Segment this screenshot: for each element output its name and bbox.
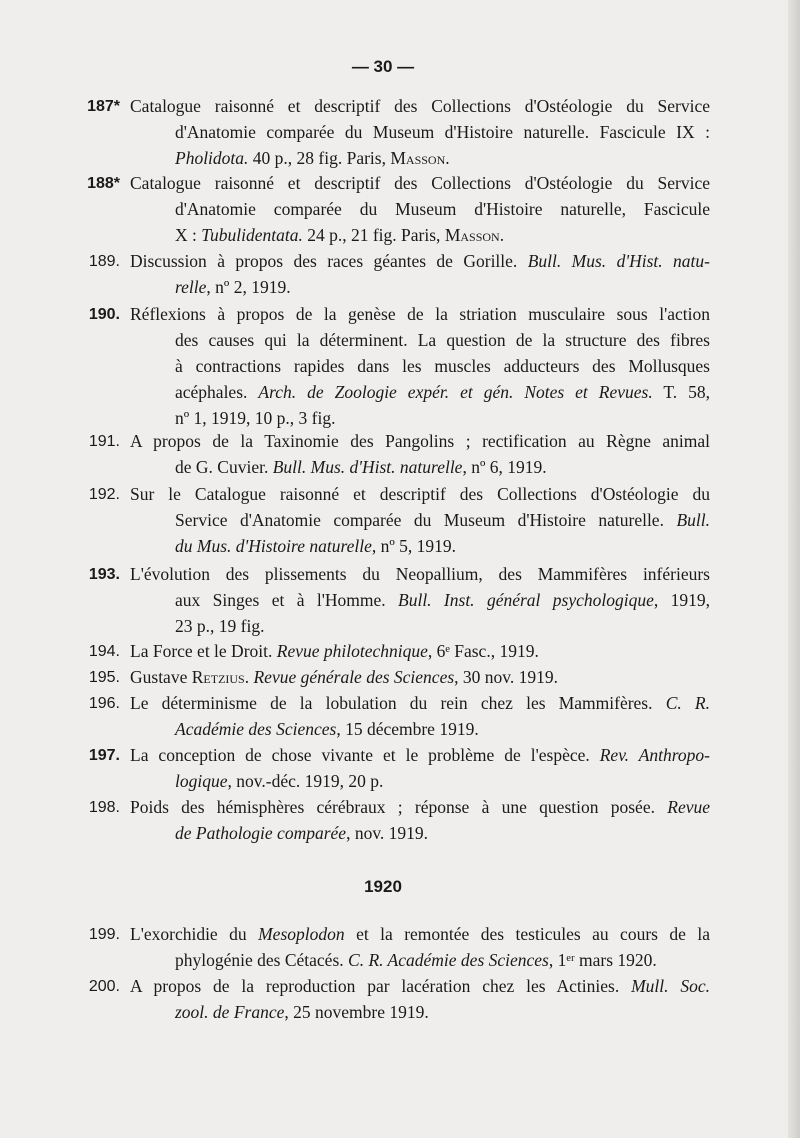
entry-number: 194. (88, 643, 120, 660)
text-segment: , 1919, (653, 590, 711, 610)
text-segment: , 1ᵉʳ mars 1920. (548, 950, 657, 970)
entry-line (175, 1001, 429, 1024)
entry-number: 196. (88, 695, 120, 712)
entry-line (130, 692, 710, 715)
text-segment: Service d'Anatomie comparée du Museum d'Histoire naturelle. (175, 510, 677, 530)
italic-segment: Tubulidentata. (201, 225, 303, 245)
entry-number: 187* (87, 98, 120, 115)
entry-number: 195. (88, 669, 120, 686)
italic-segment: Rev. Anthropo- (599, 745, 710, 765)
entry-line (130, 483, 710, 506)
entry-line (130, 95, 710, 118)
italic-segment: Pholidota. (175, 148, 249, 168)
text-segment: à contractions rapides dans les muscles adducteurs des Mollusques (175, 356, 710, 376)
small-caps-segment: Masson (390, 148, 446, 168)
entry-line (130, 640, 539, 663)
text-segment: Catalogue raisonné et descriptif des Collections d'Ostéologie du Service (130, 96, 710, 116)
entry-line (130, 744, 710, 767)
entry-line (175, 949, 657, 972)
entry-line (175, 770, 383, 793)
entry-number: 191. (88, 433, 120, 450)
text-segment: 40 p., 28 fig. Paris, (248, 148, 391, 168)
italic-segment: C. R. Académie des Sciences (348, 950, 549, 970)
italic-segment: Arch. de Zoologie expér. et gén. Notes et Revues. (258, 382, 653, 402)
italic-segment: Bull. (676, 510, 710, 530)
italic-segment: logique (175, 771, 228, 791)
text-segment: Réflexions à propos de la genèse de la striation musculaire sous l'action (130, 304, 710, 324)
entry-line (175, 329, 710, 352)
text-segment: . (499, 225, 505, 245)
entry-line (175, 822, 428, 845)
text-segment: d'Anatomie comparée du Museum d'Histoire naturelle, Fascicule (175, 199, 710, 219)
entry-line (130, 303, 710, 326)
text-segment: T. 58, (652, 382, 710, 402)
entry-line (175, 355, 710, 378)
italic-segment: Académie des Sciences (175, 719, 337, 739)
entry-line (130, 563, 710, 586)
text-segment: , nov.-déc. 1919, 20 p. (227, 771, 384, 791)
entry-number: 197. (88, 747, 120, 764)
italic-segment: Revue (667, 797, 710, 817)
entry-line (175, 224, 504, 247)
entry-number: 192. (88, 486, 120, 503)
text-segment: phylogénie des Cétacés. (175, 950, 349, 970)
italic-segment: zool. de France (175, 1002, 285, 1022)
entry-line (175, 509, 710, 532)
italic-segment: Revue générale des Sciences (253, 667, 455, 687)
text-segment: Catalogue raisonné et descriptif des Collections d'Ostéologie du Service (130, 173, 710, 193)
italic-segment: Bull. Inst. général psychologique (398, 590, 654, 610)
text-segment: . (445, 148, 450, 168)
text-segment: acéphales. (175, 382, 259, 402)
small-caps-segment: Retzius (191, 667, 245, 687)
entry-line (175, 589, 710, 612)
text-segment: Sur le Catalogue raisonné et descriptif des Collections d'Ostéologie du (130, 484, 710, 504)
italic-segment: Mesoplodon (258, 924, 345, 944)
text-segment: , 15 décembre 1919. (336, 719, 479, 739)
entry-line (175, 276, 291, 299)
entry-line (175, 615, 264, 638)
text-segment: , nº 2, 1919. (206, 277, 291, 297)
text-segment: La conception de chose vivante et le problème de l'espèce. (130, 745, 600, 765)
text-segment: L'évolution des plissements du Neopallium, des Mammifères inférieurs (130, 564, 710, 584)
text-segment: L'exorchidie du (130, 924, 259, 944)
entry-line (130, 172, 710, 195)
text-segment: La Force et le Droit. (130, 641, 277, 661)
entry-line (175, 147, 450, 170)
text-segment: A propos de la Taxinomie des Pangolins ; rectification au Règne animal (130, 431, 710, 451)
entry-line (130, 923, 710, 946)
entry-number: 199. (88, 926, 120, 943)
italic-segment: C. R. (665, 693, 710, 713)
text-segment: X : (175, 225, 202, 245)
page-edge-shadow (788, 0, 800, 1138)
text-segment: 24 p., 21 fig. Paris, (302, 225, 445, 245)
entry-number: 200. (88, 978, 120, 995)
text-segment: nº 1, 1919, 10 p., 3 fig. (175, 408, 336, 428)
entry-line (175, 535, 456, 558)
small-caps-segment: Masson (444, 225, 500, 245)
italic-segment: Bull. Mus. d'Hist. naturelle (272, 457, 463, 477)
text-segment: et la remontée des testicules au cours de la (344, 924, 710, 944)
text-segment: , nov. 1919. (346, 823, 429, 843)
text-segment: Poids des hémisphères cérébraux ; réponse à une question posée. (130, 797, 668, 817)
entry-line (130, 796, 710, 819)
entry-line (130, 975, 710, 998)
entry-line (130, 666, 558, 689)
italic-segment: Mull. Soc. (631, 976, 710, 996)
entry-line (175, 198, 710, 221)
text-segment: de G. Cuvier. (175, 457, 273, 477)
text-segment: , 30 nov. 1919. (454, 667, 559, 687)
text-segment: 23 p., 19 fig. (175, 616, 265, 636)
italic-segment: Bull. Mus. d'Hist. natu- (527, 251, 710, 271)
page-number: — 30 — (351, 57, 415, 76)
italic-segment: relle (175, 277, 207, 297)
entry-number: 193. (88, 566, 120, 583)
entry-line (175, 121, 710, 144)
italic-segment: Revue philotechnique (276, 641, 428, 661)
text-segment: aux Singes et à l'Homme. (175, 590, 399, 610)
text-segment: , nº 5, 1919. (371, 536, 457, 556)
text-segment: Gustave (130, 667, 192, 687)
text-segment: des causes qui la déterminent. La question de la structure des fibres (175, 330, 710, 350)
text-segment: , nº 6, 1919. (462, 457, 547, 477)
text-segment: Discussion à propos des races géantes de Gorille. (130, 251, 528, 271)
text-segment: d'Anatomie comparée du Museum d'Histoire naturelle. Fascicule IX : (175, 122, 710, 142)
year-heading: 1920 (364, 877, 402, 896)
text-segment: A propos de la reproduction par lacération chez les Actinies. (130, 976, 632, 996)
italic-segment: de Pathologie comparée (175, 823, 347, 843)
entry-line (175, 407, 336, 430)
entry-line (175, 718, 479, 741)
text-segment: , 6ᵉ Fasc., 1919. (427, 641, 539, 661)
entry-number: 198. (88, 799, 120, 816)
text-segment: Le déterminisme de la lobulation du rein chez les Mammifères. (130, 693, 666, 713)
entry-line (175, 381, 710, 404)
entry-number: 190. (88, 306, 120, 323)
entry-line (130, 430, 710, 453)
entry-number: 189. (88, 253, 120, 270)
italic-segment: du Mus. d'Histoire naturelle (175, 536, 372, 556)
entry-line (175, 456, 547, 479)
entry-number: 188* (87, 175, 120, 192)
text-segment: , 25 novembre 1919. (284, 1002, 429, 1022)
text-segment: . (244, 667, 254, 687)
entry-line (130, 250, 710, 273)
